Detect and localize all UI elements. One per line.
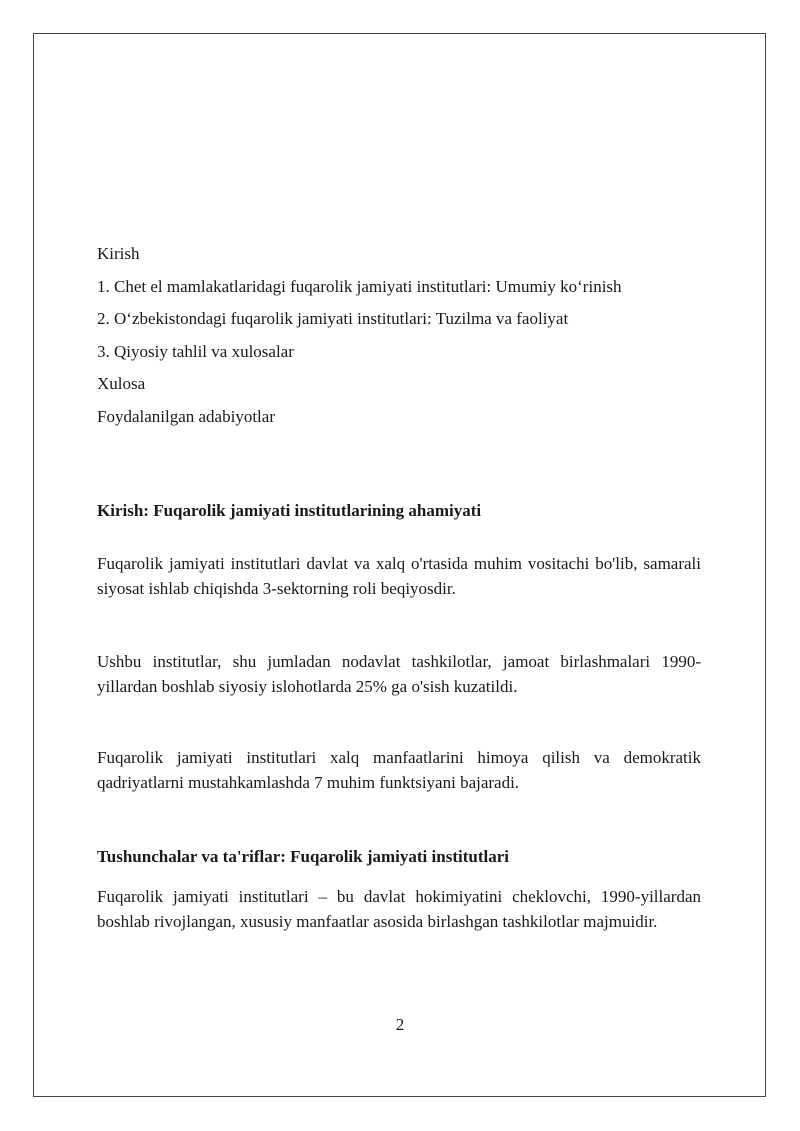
section-heading-introduction: Kirish: Fuqarolik jamiyati institutlarining ahamiyati [97,501,482,520]
toc-item-references: Foydalanilgan adabiyotlar [97,406,275,426]
table-of-contents [97,243,701,438]
toc-item-chapter-3: 3. Qiyosiy tahlil va xulosalar [97,341,294,361]
toc-item-conclusion: Xulosa [97,374,146,393]
page-number: 2 [395,1015,405,1034]
paragraph-intro-1: Fuqarolik jamiyati institutlari davlat va xalq o'rtasida muhim vositachi bo'lib, samarali siyosat ishlab chiqishda 3-sektorning roli beqiyosdir. [97,554,701,598]
paragraph-intro-3: Fuqarolik jamiyati institutlari xalq manfaatlarini himoya qilish va demokratik qadriyatlarni mustahkamlashda 7 muhim funktsiyani bajaradi. [97,748,701,792]
paragraph-definitions-1: Fuqarolik jamiyati institutlari – bu davlat hokimiyatini cheklovchi, 1990-yillardan boshlab rivojlangan, xususiy manfaatlar asosida birlashgan tashkilotlar majmuidir. [97,887,701,931]
toc-item-chapter-1: 1. Chet el mamlakatlaridagi fuqarolik jamiyati institutlari: Umumiy ko‘rinish [97,276,622,296]
toc-item-introduction: Kirish [97,244,140,263]
section-heading-definitions: Tushunchalar va ta'riflar: Fuqarolik jamiyati institutlari [97,847,509,866]
toc-item-chapter-2: 2. O‘zbekistondagi fuqarolik jamiyati institutlari: Tuzilma va faoliyat [97,309,569,328]
paragraph-intro-2: Ushbu institutlar, shu jumladan nodavlat tashkilotlar, jamoat birlashmalari 1990-yillardan boshlab siyosiy islohotlarda 25% ga o'sish kuzatildi. [97,652,701,696]
